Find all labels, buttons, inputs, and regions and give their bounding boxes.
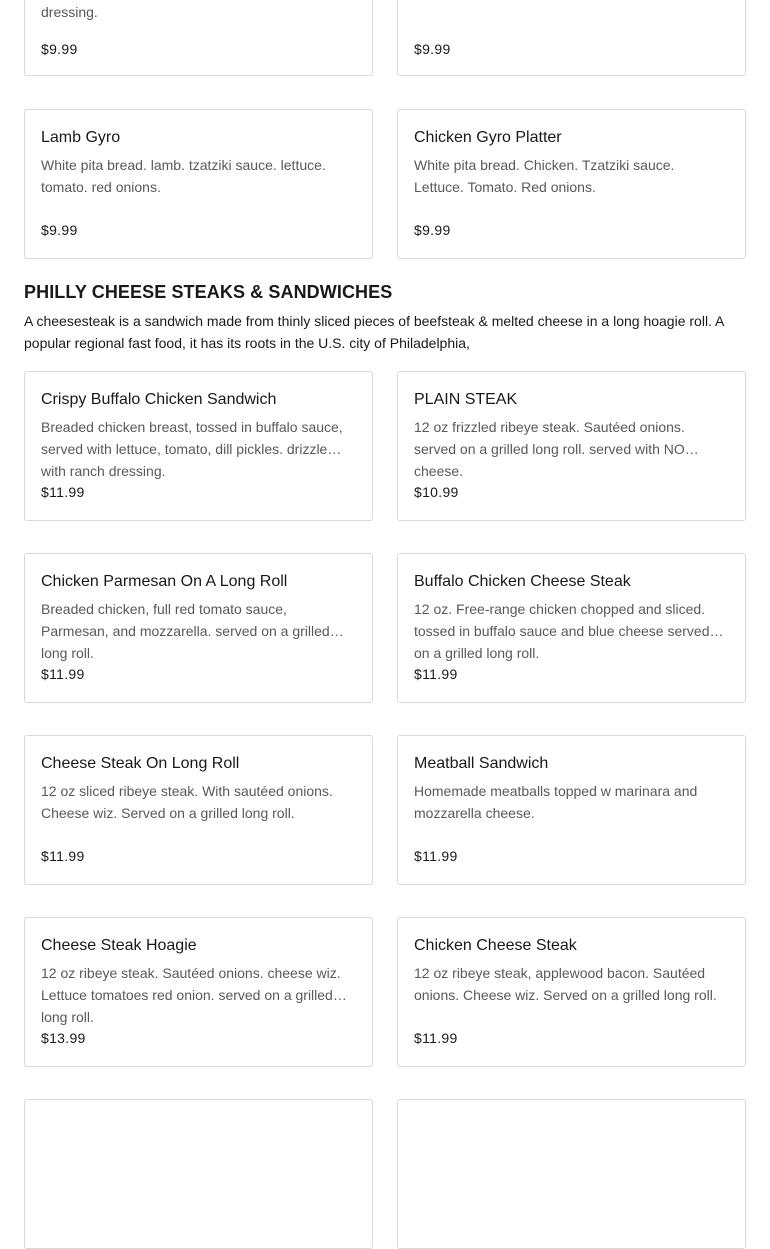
item-name: PLAIN STEAK xyxy=(414,391,518,408)
item-price: $11.99 xyxy=(414,666,458,682)
item-description: dressing. xyxy=(41,4,98,20)
menu-item-card[interactable] xyxy=(397,109,746,259)
item-price: $11.99 xyxy=(41,484,85,500)
item-price: $11.99 xyxy=(41,666,85,682)
item-name: Chicken Gyro Platter xyxy=(414,129,562,146)
item-name: Lamb Gyro xyxy=(41,129,121,146)
menu-item-card[interactable] xyxy=(397,735,746,885)
menu-item-card-partial[interactable] xyxy=(397,0,746,76)
item-price: $9.99 xyxy=(414,41,451,57)
item-price: $10.99 xyxy=(414,484,459,500)
item-name: Meatball Sandwich xyxy=(414,755,549,772)
item-description: White pita bread. lamb. tzatziki sauce. lettuce. tomato. red onions. xyxy=(41,157,326,195)
item-description: 12 oz ribeye steak, applewood bacon. Sautéed onions. Cheese wiz. Served on a grilled long roll. xyxy=(414,965,717,1003)
item-description: White pita bread. Chicken. Tzatziki sauce. Lettuce. Tomato. Red onions. xyxy=(414,157,675,195)
menu-item-card-partial[interactable] xyxy=(24,0,373,76)
item-price: $11.99 xyxy=(41,848,85,864)
menu-item-card[interactable] xyxy=(24,553,373,703)
item-name: Cheese Steak On Long Roll xyxy=(41,755,240,772)
item-price: $11.99 xyxy=(414,1030,458,1046)
item-name: Chicken Cheese Steak xyxy=(414,937,577,954)
item-description: 12 oz. Free-range chicken chopped and sliced. tossed in buffalo sauce and blue cheese served on a grilled long roll. xyxy=(414,601,710,661)
menu-item-card-partial[interactable] xyxy=(24,1099,373,1249)
item-description: Breaded chicken breast, tossed in buffalo sauce, served with lettuce, tomato, dill pickles. drizzle with ranch dressing. xyxy=(41,419,343,479)
item-name: Buffalo Chicken Cheese Steak xyxy=(414,573,631,590)
menu-item-card[interactable] xyxy=(24,109,373,259)
menu-item-card-partial[interactable] xyxy=(397,1099,746,1249)
menu-item-card[interactable] xyxy=(397,917,746,1067)
item-price: $11.99 xyxy=(414,848,458,864)
menu-item-card[interactable] xyxy=(397,371,746,521)
menu-item-card[interactable] xyxy=(24,735,373,885)
menu-item-card[interactable] xyxy=(397,553,746,703)
item-price: $9.99 xyxy=(41,41,78,57)
item-description: 12 oz ribeye steak. Sautéed onions. cheese wiz. Lettuce tomatoes red onion. served on a grilled long roll. xyxy=(41,965,341,1025)
item-price: $13.99 xyxy=(41,1030,86,1046)
item-name: Chicken Parmesan On A Long Roll xyxy=(41,573,288,590)
item-description: 12 oz frizzled ribeye steak. Sautéed onions. served on a grilled long roll. served with NO cheese. xyxy=(414,419,685,479)
item-price: $9.99 xyxy=(41,222,78,238)
item-description: Homemade meatballs topped w marinara and mozzarella cheese. xyxy=(414,783,698,821)
item-description: 12 oz sliced ribeye steak. With sautéed onions. Cheese wiz. Served on a grilled long roll. xyxy=(41,783,333,821)
section-title: PHILLY CHEESE STEAKS & SANDWICHES xyxy=(24,282,393,302)
item-name: Crispy Buffalo Chicken Sandwich xyxy=(41,391,277,408)
menu-item-card[interactable] xyxy=(24,917,373,1067)
item-description: Breaded chicken, full red tomato sauce, Parmesan, and mozzarella. served on a grilled long roll. xyxy=(41,601,330,661)
item-price: $9.99 xyxy=(414,222,451,238)
item-name: Cheese Steak Hoagie xyxy=(41,937,197,954)
menu-item-card[interactable] xyxy=(24,371,373,521)
section-description: A cheesesteak is a sandwich made from thinly sliced pieces of beefsteak & melted cheese in a long hoagie roll. A popular regional fast food, it has its roots in the U.S. city of Philadelphia, xyxy=(24,313,724,351)
